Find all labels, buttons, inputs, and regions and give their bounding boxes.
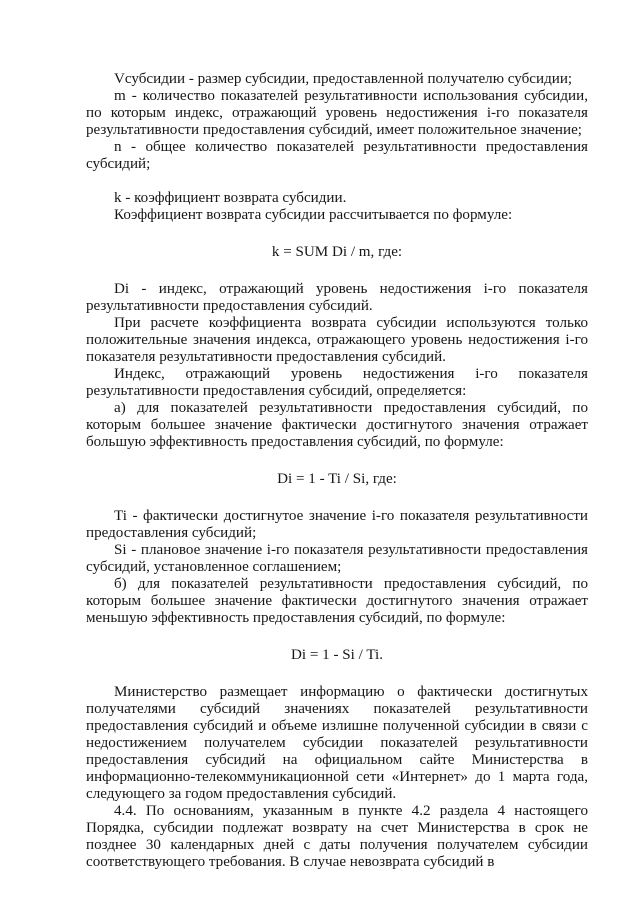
spacer [86,261,588,281]
spacer [86,173,588,190]
paragraph-positive-values: При расчете коэффициента возврата субсидии используются только положительные значения индекса, отражающего уровень недостижения i-го показателя результативности предоставления субсидий. [86,315,588,365]
paragraph-k-formula-intro: Коэффициент возврата субсидии рассчитывается по формуле: [114,207,513,223]
paragraph-case-a: а) для показателей результативности предоставления субсидий, по которым большее значение фактически достигнутого значения отражает большую эффективность предоставления субсидий, по формуле: [86,400,588,450]
formula-di-a: Di = 1 - Ti / Si, где: [277,471,397,487]
spacer [86,451,588,471]
paragraph-k-definition: k - коэффициент возврата субсидии. [114,190,347,206]
spacer [86,627,588,647]
formula-di-b: Di = 1 - Si / Ti. [291,647,383,663]
paragraph-case-b: б) для показателей результативности предоставления субсидий, по которым большее значение фактически достигнутого значения отражает меньшую эффективность предоставления субсидий, по формуле: [86,576,588,626]
paragraph-n-definition: n - общее количество показателей результативности предоставления субсидий; [86,139,588,172]
document-body [86,71,588,871]
spacer [86,224,588,244]
paragraph-ministry-publishes: Министерство размещает информацию о фактически достигнутых получателями субсидий значениях показателей результативности предоставления субсидий и объеме излишне полученной субсидии в связи с недостижением получателем субсидии показателей результативности предоставления субсидий на официальном сайте Министерства в информационно-телекоммуникационной сети «Интернет» до 1 марта года, следующего за годом предоставления субсидий. [86,684,588,802]
spacer [86,488,588,508]
paragraph-4-4: 4.4. По основаниям, указанным в пункте 4.2 раздела 4 настоящего Порядка, субсидии подлежат возврату на счет Министерства в срок не позднее 30 календарных дней с даты получения получателем субсидии соответствующего требования. В случае невозврата субсидий в [86,803,588,870]
paragraph-ti-definition: Ti - фактически достигнутое значение i-го показателя результативности предоставления субсидий; [86,508,588,541]
paragraph-di-definition: Di - индекс, отражающий уровень недостижения i-го показателя результативности предоставления субсидий. [86,281,588,314]
spacer [86,664,588,684]
paragraph-m-definition: m - количество показателей результативности использования субсидии, по которым индекс, отражающий уровень недостижения i-го показателя результативности предоставления субсидий, имеет положительное значение; [86,88,588,138]
paragraph-si-definition: Si - плановое значение i-го показателя результативности предоставления субсидий, установленное соглашением; [86,542,588,575]
paragraph-v-subsidy: Vсубсидии - размер субсидии, предоставленной получателю субсидии; [114,71,573,87]
formula-k: k = SUM Di / m, где: [271,244,403,260]
paragraph-index-determined: Индекс, отражающий уровень недостижения i-го показателя результативности предоставления субсидий, определяется: [86,366,588,399]
